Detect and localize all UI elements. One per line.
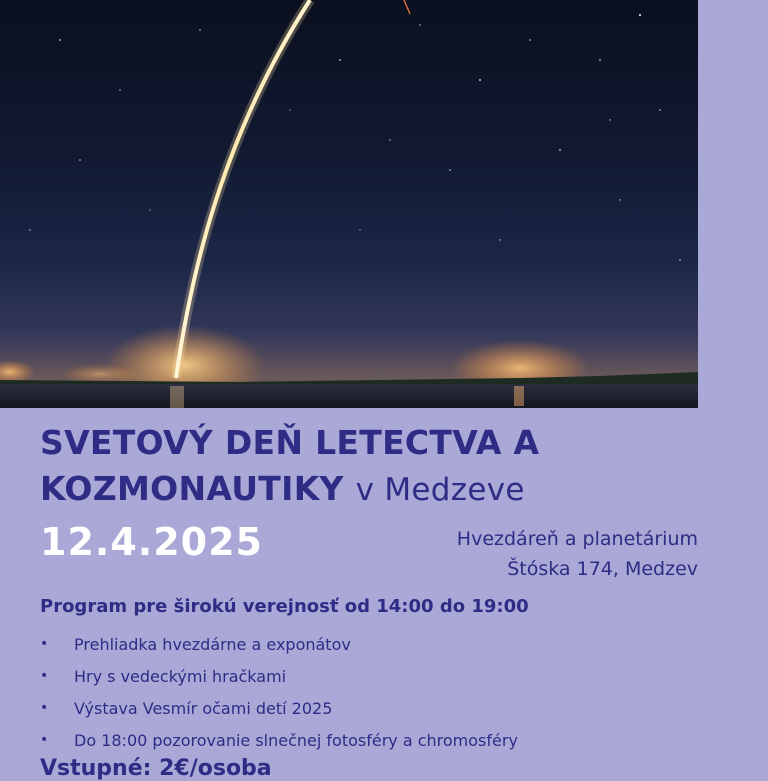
- program-item-text: Hry s vedeckými hračkami: [74, 666, 287, 686]
- program-item: [40, 692, 518, 724]
- event-title-line1: SVETOVÝ DEŇ LETECTVA A: [40, 423, 540, 462]
- event-date: 12.4.2025: [40, 520, 263, 564]
- admission-text: Vstupné: 2€/osoba: [40, 756, 272, 781]
- venue-name: Hvezdáreň a planetárium: [456, 528, 698, 550]
- event-title-bold: KOZMONAUTIKY: [40, 469, 344, 508]
- program-list: [40, 628, 518, 756]
- program-item-text: Do 18:00 pozorovanie slnečnej fotosféry a chromosféry: [74, 730, 518, 750]
- stars: [29, 14, 681, 261]
- bullet-icon: •: [40, 636, 49, 652]
- photo-illustration: [0, 0, 698, 408]
- event-title-line2: [40, 466, 730, 513]
- bullet-icon: •: [40, 732, 49, 748]
- venue-address: Štóska 174, Medzev: [507, 558, 698, 580]
- program-item: [40, 628, 518, 660]
- venue-info: [457, 524, 698, 584]
- rocket-launch-photo: [0, 0, 698, 408]
- program-item: [40, 724, 518, 756]
- bullet-icon: •: [40, 700, 49, 716]
- program-item-text: Výstava Vesmír očami detí 2025: [74, 698, 333, 718]
- bullet-icon: •: [40, 668, 49, 684]
- event-title-location: v Medzeve: [355, 472, 525, 508]
- program-heading: Program pre širokú verejnosť od 14:00 do 19:00: [40, 596, 529, 617]
- event-title: [40, 420, 730, 513]
- program-item-text: Prehliadka hvezdárne a exponátov: [74, 634, 351, 654]
- program-item: [40, 660, 518, 692]
